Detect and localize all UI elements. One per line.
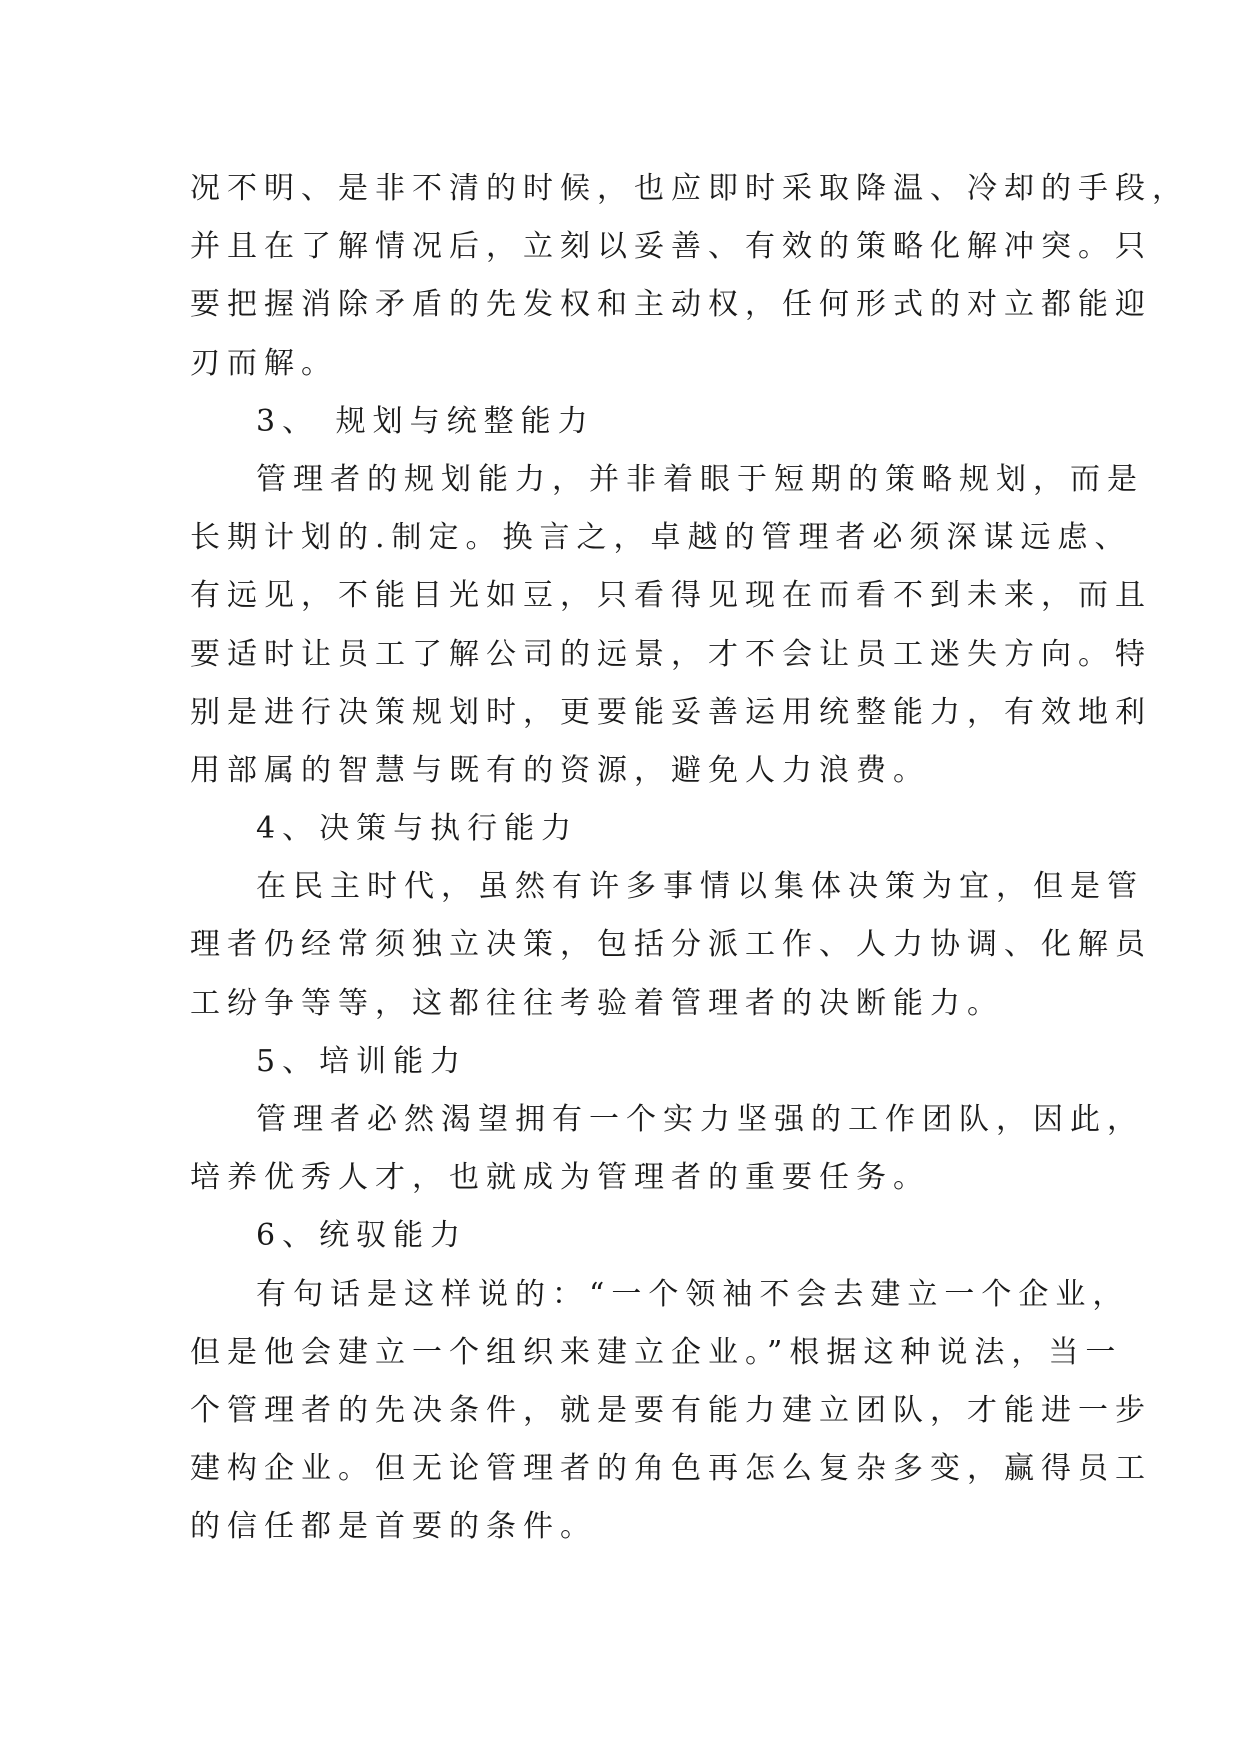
section-heading-planning: 3、 规划与统整能力	[256, 403, 595, 439]
text-line: 别是进行决策规划时，更要能妥善运用统整能力，有效地利	[190, 694, 1152, 730]
text-line: 有句话是这样说的：“一个领袖不会去建立一个企业，	[256, 1276, 1130, 1312]
text-line: 理者仍经常须独立决策，包括分派工作、人力协调、化解员	[190, 927, 1152, 963]
text-line: 用部属的智慧与既有的资源，避免人力浪费。	[190, 752, 930, 788]
text-line: 的信任都是首要的条件。	[190, 1509, 597, 1545]
text-line: 培养优秀人才，也就成为管理者的重要任务。	[190, 1160, 930, 1196]
text-line: 个管理者的先决条件，就是要有能力建立团队，才能进一步	[190, 1392, 1152, 1428]
text-line: 管理者的规划能力，并非着眼于短期的策略规划，而是	[256, 461, 1144, 497]
section-heading-decision: 4、决策与执行能力	[256, 811, 579, 847]
text-line: 要把握消除矛盾的先发权和主动权，任何形式的对立都能迎	[190, 287, 1152, 323]
text-line: 长期计划的.制定。换言之，卓越的管理者必须深谋远虑、	[190, 520, 1132, 556]
section-heading-leadership: 6、统驭能力	[256, 1218, 468, 1254]
text-line: 刃而解。	[190, 345, 338, 381]
text-line: 况不明、是非不清的时候，也应即时采取降温、冷却的手段，	[190, 171, 1189, 206]
text-line: 要适时让员工了解公司的远景，才不会让员工迷失方向。特	[190, 636, 1152, 672]
text-line: 建构企业。但无论管理者的角色再怎么复杂多变，赢得员工	[190, 1451, 1152, 1487]
text-line: 并且在了解情况后，立刻以妥善、有效的策略化解冲突。只	[190, 229, 1152, 265]
text-line: 在民主时代，虽然有许多事情以集体决策为宜，但是管	[256, 869, 1144, 905]
text-line: 但是他会建立一个组织来建立企业。”根据这种说法，当一	[190, 1334, 1123, 1370]
document-body	[190, 160, 1189, 1557]
section-heading-training: 5、培训能力	[256, 1043, 468, 1079]
text-line: 有远见，不能目光如豆，只看得见现在而看不到未来，而且	[190, 578, 1152, 614]
text-line: 工纷争等等，这都往往考验着管理者的决断能力。	[190, 985, 1004, 1021]
text-line: 管理者必然渴望拥有一个实力坚强的工作团队，因此，	[256, 1102, 1144, 1137]
